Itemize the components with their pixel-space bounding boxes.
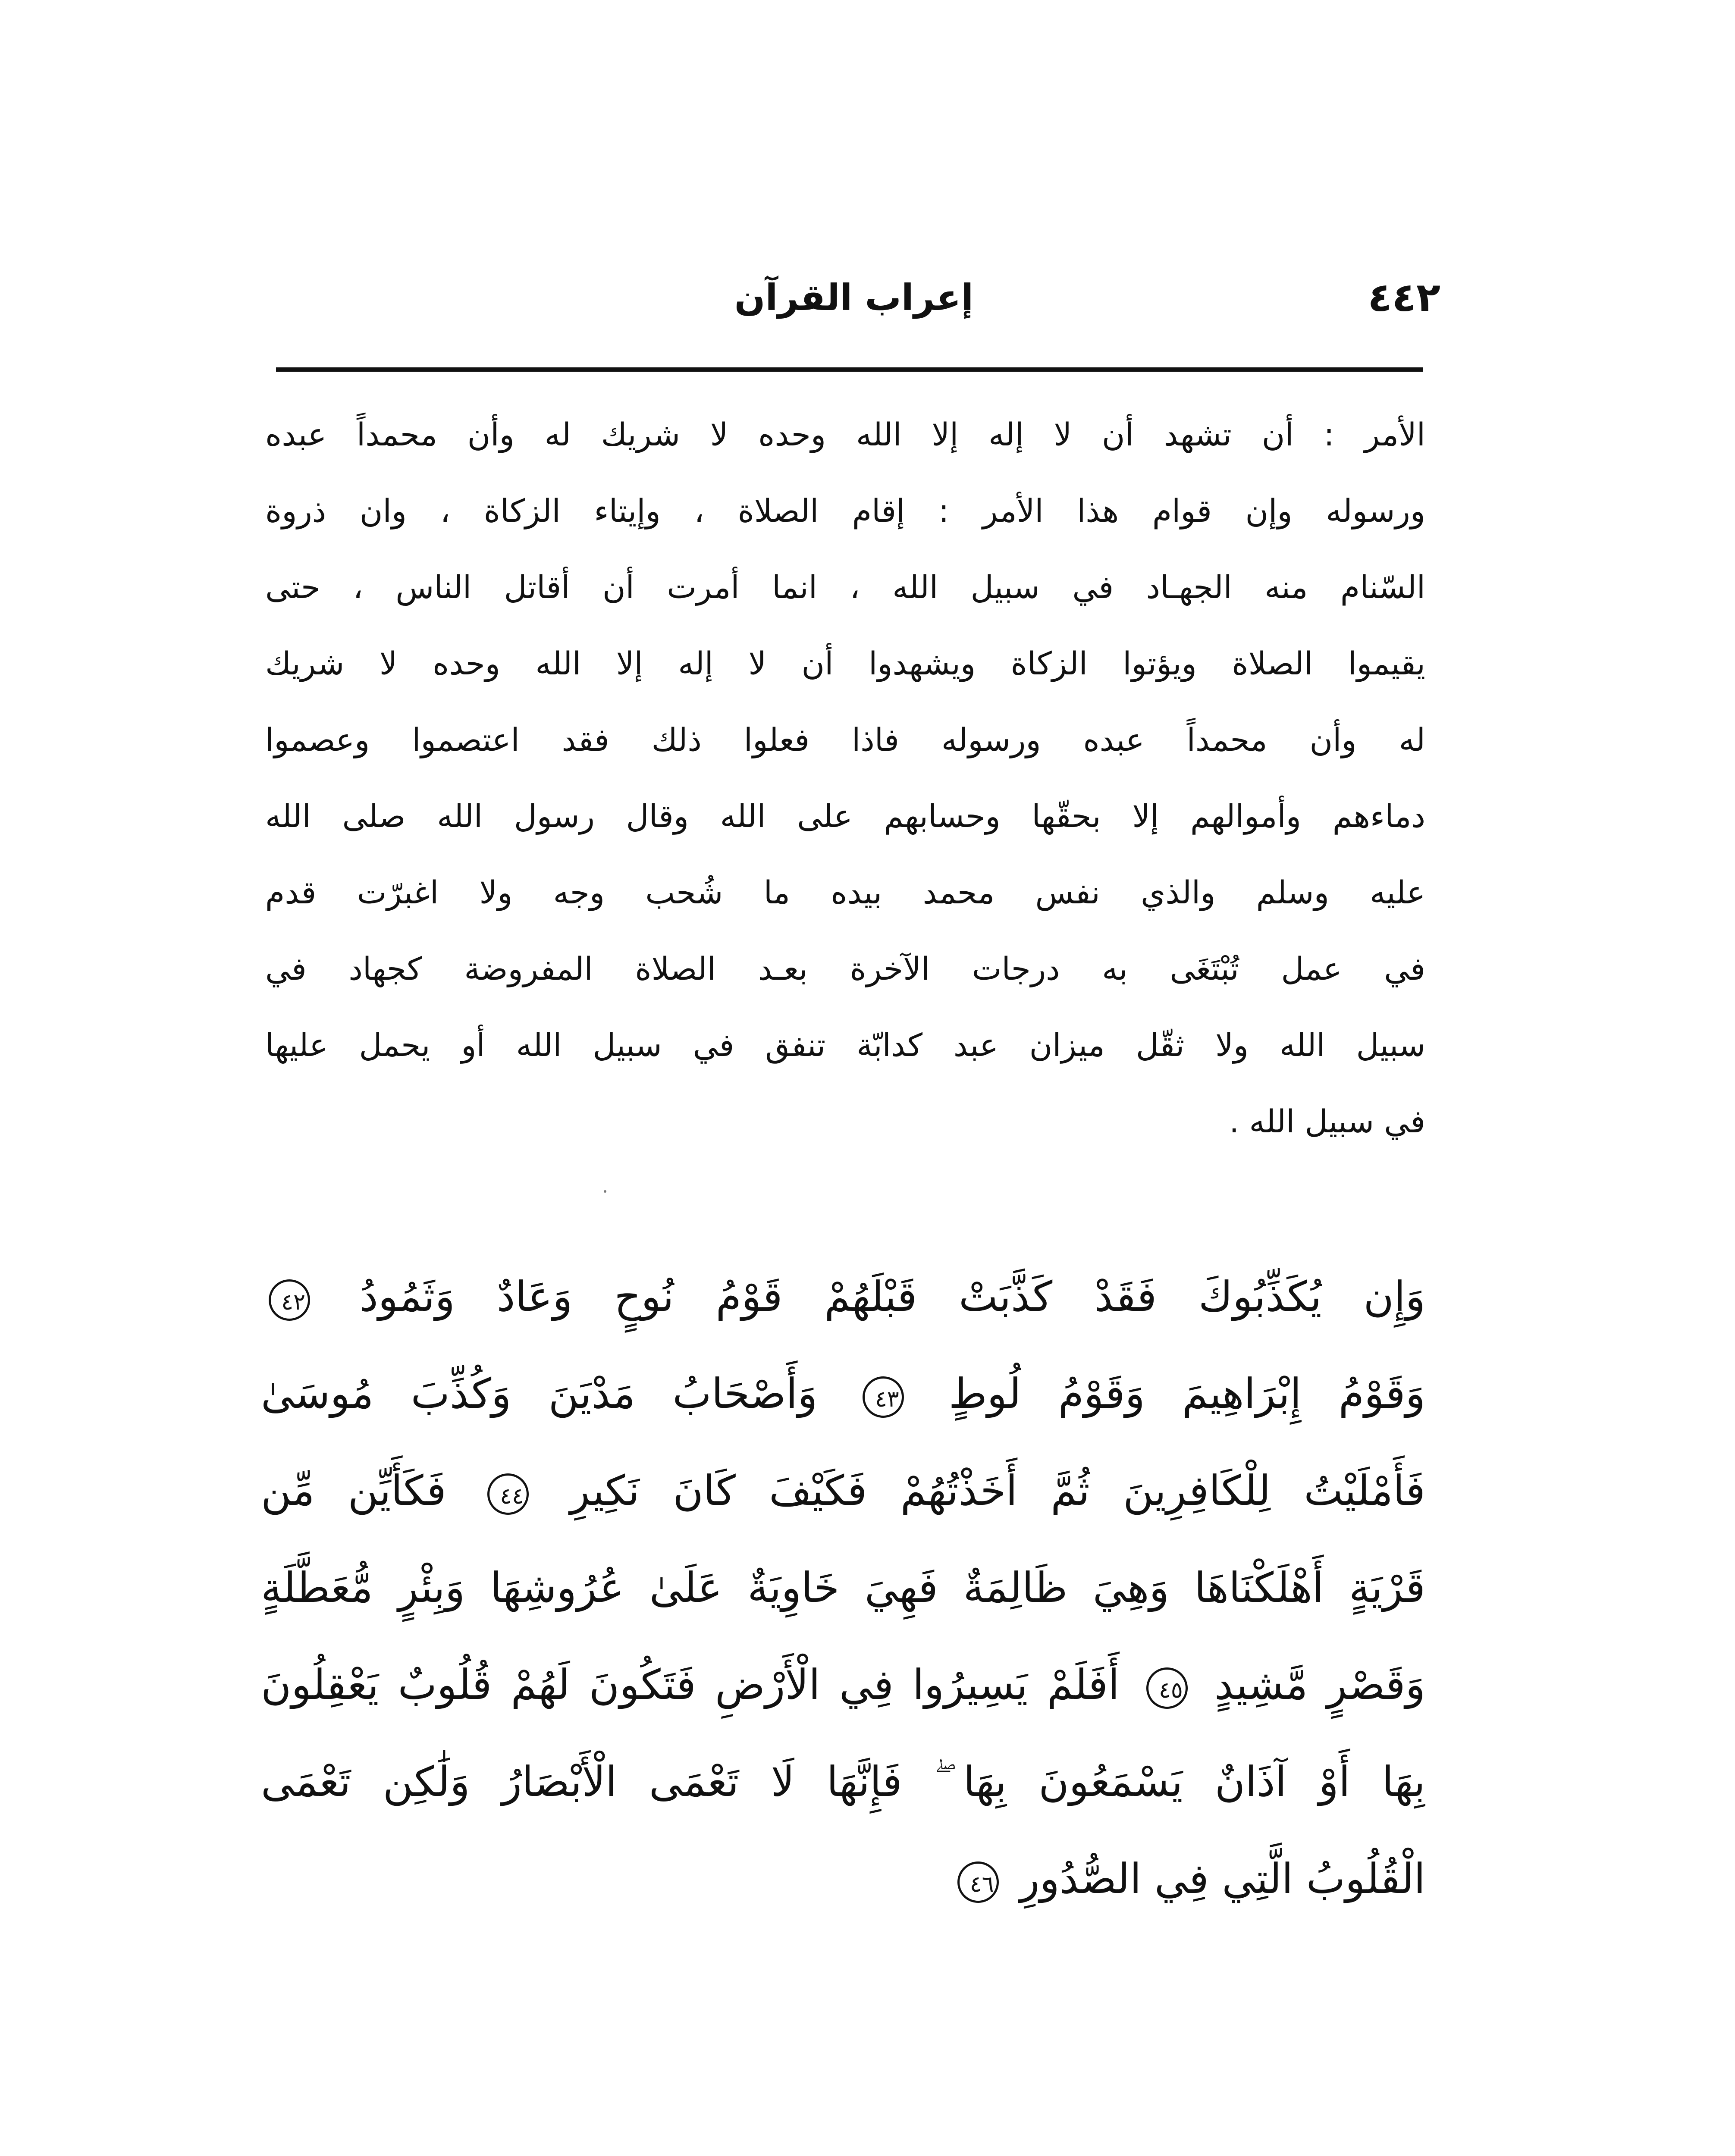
verse-text: قَرْيَةٍ أَهْلَكْنَاهَا وَهِيَ ظَالِمَةٌ فَهِيَ خَاوِيَةٌ عَلَىٰ عُرُوشِهَا وَبِئْرٍ مُّعَطَّلَةٍ (261, 1564, 1425, 1612)
page-number: ٤٤٢ (1368, 274, 1440, 320)
verse-text: الْقُلُوبُ الَّتِي فِي الصُّدُورِ (1020, 1855, 1425, 1903)
commentary-line: الأمر : أن تشهد أن لا إله إلا الله وحده لا شريك له وأن محمداً عبده (265, 417, 1425, 453)
verse-number-marker: ٤٤ (487, 1473, 529, 1515)
verse-line (261, 1248, 1425, 1345)
verse-text: أَفَلَمْ يَسِيرُوا فِي الْأَرْضِ فَتَكُونَ لَهُمْ قُلُوبٌ يَعْقِلُونَ (261, 1661, 1120, 1709)
verse-text: وَأَصْحَابُ مَدْيَنَ وَكُذِّبَ مُوسَىٰ (261, 1369, 818, 1418)
commentary-line: له وأن محمداً عبده ورسوله فاذا فعلوا ذلك فقد اعتصموا وعصموا (265, 722, 1425, 758)
verse-text: وَإِن يُكَذِّبُوكَ فَقَدْ كَذَّبَتْ قَبْلَهُمْ قَوْمُ نُوحٍ وَعَادٌ وَثَمُودُ (359, 1272, 1425, 1321)
commentary-line: ورسوله وإن قوام هذا الأمر : إقام الصلاة ، وإيتاء الزكاة ، وان ذروة (265, 493, 1425, 530)
verse-line (261, 1442, 1425, 1539)
commentary-line: دماءهم وأموالهم إلا بحقّها وحسابهم على الله وقال رسول الله صلى الله (265, 798, 1425, 835)
verse-number-marker: ٤٥ (1146, 1667, 1188, 1709)
verse-line (261, 1636, 1425, 1733)
commentary-line: عليه وسلم والذي نفس محمد بيده ما شُحب وجه ولا اغبرّت قدم (265, 874, 1425, 911)
running-header (267, 267, 1440, 336)
verse-line (261, 1830, 1425, 1927)
running-title: إعراب القرآن (734, 276, 974, 319)
verse-text: وَقَصْرٍ مَّشِيدٍ (1214, 1661, 1425, 1709)
verse-number-marker: ٤٦ (957, 1861, 999, 1903)
header-divider (276, 367, 1423, 372)
commentary-line: في سبيل الله . (1229, 1103, 1425, 1140)
commentary-line: في عمل تُبْتَغَى به درجات الآخرة بعـد الصلاة المفروضة كجهاد في (265, 951, 1425, 987)
quran-verses (261, 1248, 1425, 1927)
verse-text: بِهَا أَوْ آذَانٌ يَسْمَعُونَ بِهَا ۖ فَإِنَّهَا لَا تَعْمَى الْأَبْصَارُ وَلَٰكِن تَعْمَى (261, 1758, 1425, 1806)
verse-line (261, 1733, 1425, 1830)
verse-text: فَكَأَيِّن مِّن (261, 1467, 446, 1515)
verse-line (261, 1539, 1425, 1636)
commentary-line: يقيموا الصلاة ويؤتوا الزكاة ويشهدوا أن لا إله إلا الله وحده لا شريك (265, 646, 1425, 682)
commentary-line: السّنام منه الجهـاد في سبيل الله ، انما أمرت أن أقاتل الناس ، حتى (265, 569, 1425, 606)
verse-text: فَأَمْلَيْتُ لِلْكَافِرِينَ ثُمَّ أَخَذْتُهُمْ فَكَيْفَ كَانَ نَكِيرِ (570, 1467, 1425, 1515)
verse-number-marker: ٤٣ (863, 1376, 904, 1418)
verse-text: وَقَوْمُ إِبْرَاهِيمَ وَقَوْمُ لُوطٍ (948, 1369, 1425, 1418)
commentary-text (265, 397, 1425, 1160)
verse-line (261, 1345, 1425, 1442)
commentary-line: سبيل الله ولا ثقّل ميزان عبد كدابّة تنفق في سبيل الله أو يحمل عليها (265, 1027, 1425, 1064)
scan-speck (604, 1190, 606, 1193)
verse-number-marker: ٤٢ (269, 1279, 310, 1321)
